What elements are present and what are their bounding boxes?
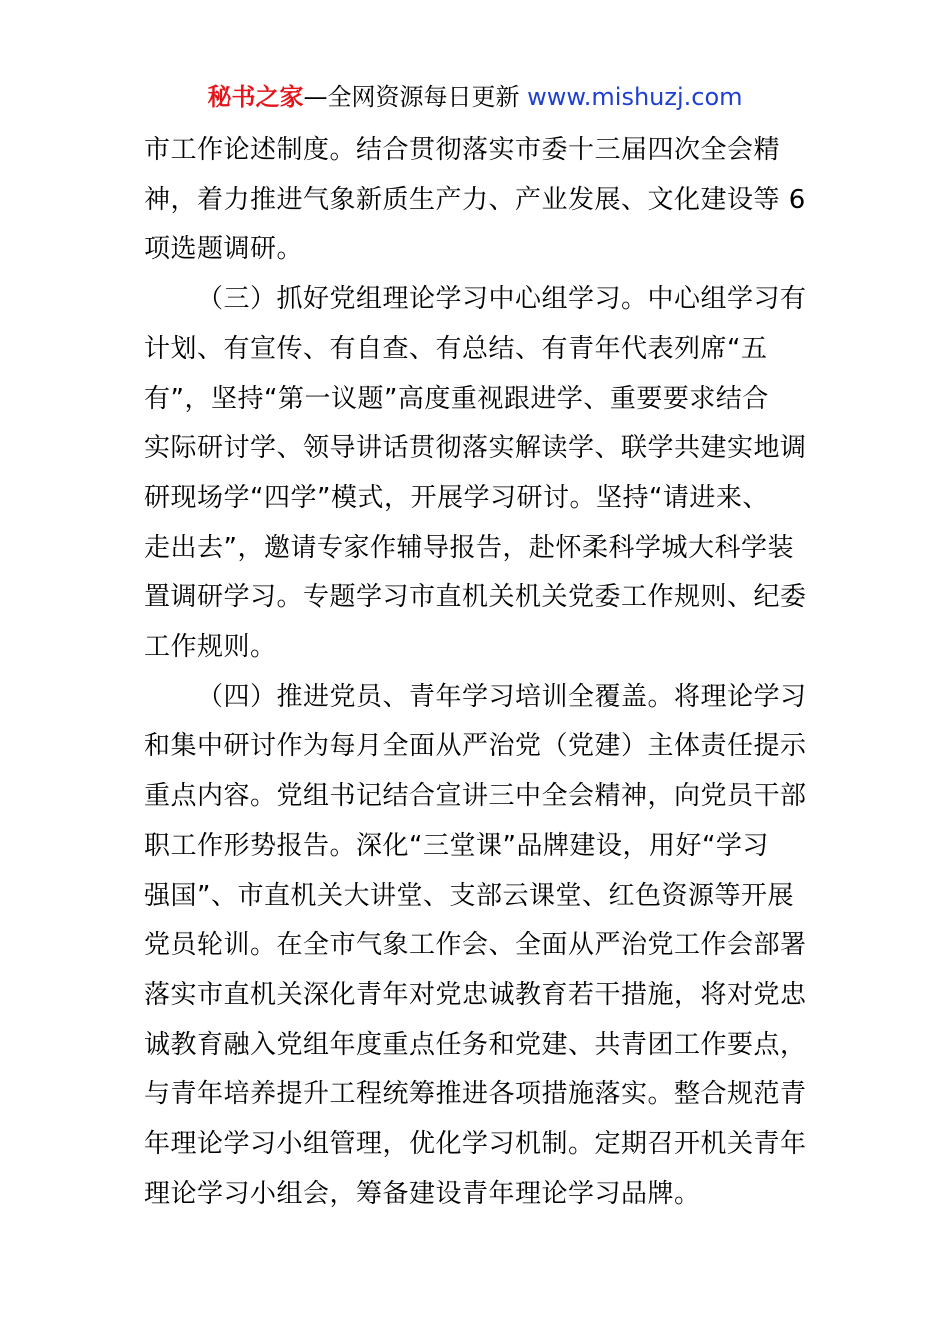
text-line: 职工作形势报告。深化“三堂课”品牌建设，用好“学习 <box>144 830 769 861</box>
text-line: 市工作论述制度。结合贯彻落实市委十三届四次全会精 <box>144 135 781 165</box>
header-url[interactable]: www.mishuzj.com <box>527 83 743 111</box>
page-header <box>0 80 950 114</box>
text-line: 项选题调研。 <box>144 234 304 265</box>
text-line: 置调研学习。专题学习市直机关机关党委工作规则、纪委 <box>144 582 807 613</box>
text-line: 计划、有宣传、有自查、有总结、有青年代表列席“五 <box>144 333 768 364</box>
text-line: 党员轮训。在全市气象工作会、全面从严治党工作会部署 <box>144 930 807 961</box>
text-line: 落实市直机关深化青年对党忠诚教育若干措施，将对党忠 <box>144 979 807 1010</box>
text-line: 走出去”，邀请专家作辅导报告，赴怀柔科学城大科学装 <box>144 532 794 563</box>
text-line: 重点内容。党组书记结合宣讲三中全会精神，向党员干部 <box>144 781 807 812</box>
text-line: 工作规则。 <box>144 632 277 663</box>
text-line: 与青年培养提升工程统筹推进各项措施落实。整合规范青 <box>144 1079 807 1110</box>
text-line: 年理论学习小组管理，优化学习机制。定期召开机关青年 <box>144 1129 807 1160</box>
text-line: 有”，坚持“第一议题”高度重视跟进学、重要要求结合 <box>144 383 769 414</box>
text-line: （三）抓好党组理论学习中心组学习。中心组学习有 <box>197 284 807 315</box>
text-line: 实际研讨学、领导讲话贯彻落实解读学、联学共建实地调 <box>144 433 807 464</box>
text-line: 强国”、市直机关大讲堂、支部云课堂、红色资源等开展 <box>144 880 794 911</box>
text-line: （四）推进党员、青年学习培训全覆盖。将理论学习 <box>197 681 807 712</box>
text-line: 诚教育融入党组年度重点任务和党建、共青团工作要点， <box>144 1029 807 1060</box>
text-line: 神，着力推进气象新质生产力、产业发展、文化建设等 6 <box>144 184 806 215</box>
paragraph-section-3 <box>144 275 808 673</box>
text-line: 和集中研讨作为每月全面从严治党（党建）主体责任提示 <box>144 731 807 762</box>
header-tagline: —全网资源每日更新 <box>303 83 528 111</box>
paragraph-section-4 <box>144 673 808 1220</box>
text-line: 研现场学“四学”模式，开展学习研讨。坚持“请进来、 <box>144 482 769 513</box>
brand-name: 秘书之家 <box>207 83 304 111</box>
paragraph-continuation <box>144 126 808 275</box>
text-line: 理论学习小组会，筹备建设青年理论学习品牌。 <box>144 1178 701 1209</box>
document-body <box>144 126 808 1219</box>
